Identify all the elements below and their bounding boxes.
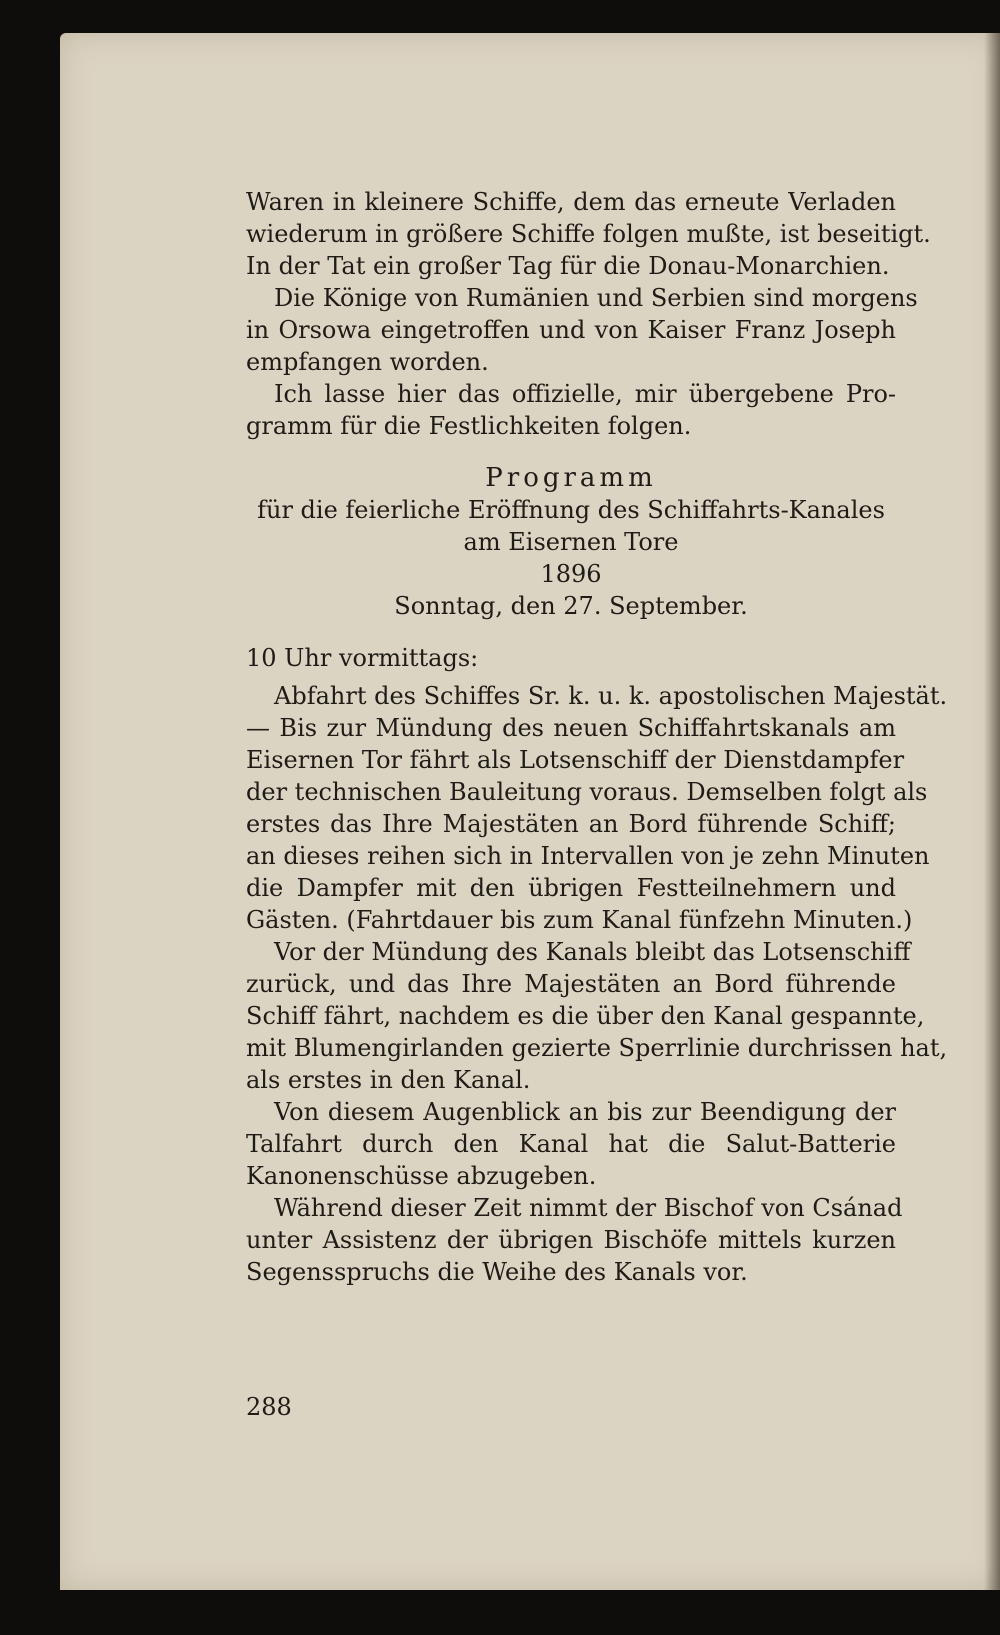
text-line: Vor der Mündung des Kanals bleibt das Lotsenschiff <box>274 938 911 966</box>
text-line: Die Könige von Rumänien und Serbien sind morgens <box>274 284 918 312</box>
text-line: In der Tat ein großer Tag für die Donau-Monarchien. <box>246 252 890 280</box>
text-line: an dieses reihen sich in Intervallen von je zehn Minuten <box>246 842 930 870</box>
text-line: Während dieser Zeit nimmt der Bischof von Csánad <box>274 1194 903 1222</box>
program-subtitle: für die feierliche Eröffnung des Schiffahrts-Kanales <box>257 496 885 524</box>
text-line: die Dampfer mit den übrigen Festteilnehmern und <box>246 874 896 902</box>
time-label: 10 Uhr vormittags: <box>246 644 479 672</box>
book-page <box>60 33 1000 1590</box>
text-line: Kanonenschüsse abzugeben. <box>246 1162 597 1190</box>
program-subtitle-2: am Eisernen Tore <box>463 528 679 556</box>
program-date: Sonntag, den 27. September. <box>394 592 748 620</box>
text-line: wiederum in größere Schiffe folgen mußte, ist beseitigt. <box>246 220 931 248</box>
text-line: als erstes in den Kanal. <box>246 1066 531 1094</box>
text-line: Von diesem Augenblick an bis zur Beendigung der <box>274 1098 896 1126</box>
text-line: gramm für die Festlichkeiten folgen. <box>246 412 692 440</box>
text-line: empfangen worden. <box>246 348 489 376</box>
text-line: Waren in kleinere Schiffe, dem das erneute Verladen <box>246 188 896 216</box>
text-line: in Orsowa eingetroffen und von Kaiser Franz Joseph <box>246 316 896 344</box>
text-line: zurück, und das Ihre Majestäten an Bord führende <box>246 970 896 998</box>
text-line: Schiff fährt, nachdem es die über den Kanal gespannte, <box>246 1002 925 1030</box>
text-line: erstes das Ihre Majestäten an Bord führende Schiff; <box>246 810 896 838</box>
text-line: Ich lasse hier das offizielle, mir übergebene Pro- <box>274 380 896 408</box>
text-line: Gästen. (Fahrtdauer bis zum Kanal fünfzehn Minuten.) <box>246 906 913 934</box>
text-line: Abfahrt des Schiffes Sr. k. u. k. apostolischen Majestät. <box>274 682 948 710</box>
text-line: Eisernen Tor fährt als Lotsenschiff der Dienstdampfer <box>246 746 905 774</box>
program-year: 1896 <box>540 560 602 588</box>
text-line: — Bis zur Mündung des neuen Schiffahrtskanals am <box>246 714 896 742</box>
program-title: Programm <box>485 463 657 493</box>
text-line: der technischen Bauleitung voraus. Demselben folgt als <box>246 778 928 806</box>
page-number: 288 <box>246 1393 292 1421</box>
body-text <box>246 186 948 1288</box>
text-line: Talfahrt durch den Kanal hat die Salut-Batterie <box>246 1130 896 1158</box>
text-line: Segensspruchs die Weihe des Kanals vor. <box>246 1258 748 1286</box>
text-line: unter Assistenz der übrigen Bischöfe mittels kurzen <box>246 1226 896 1254</box>
text-line: mit Blumengirlanden gezierte Sperrlinie durchrissen hat, <box>246 1034 948 1062</box>
